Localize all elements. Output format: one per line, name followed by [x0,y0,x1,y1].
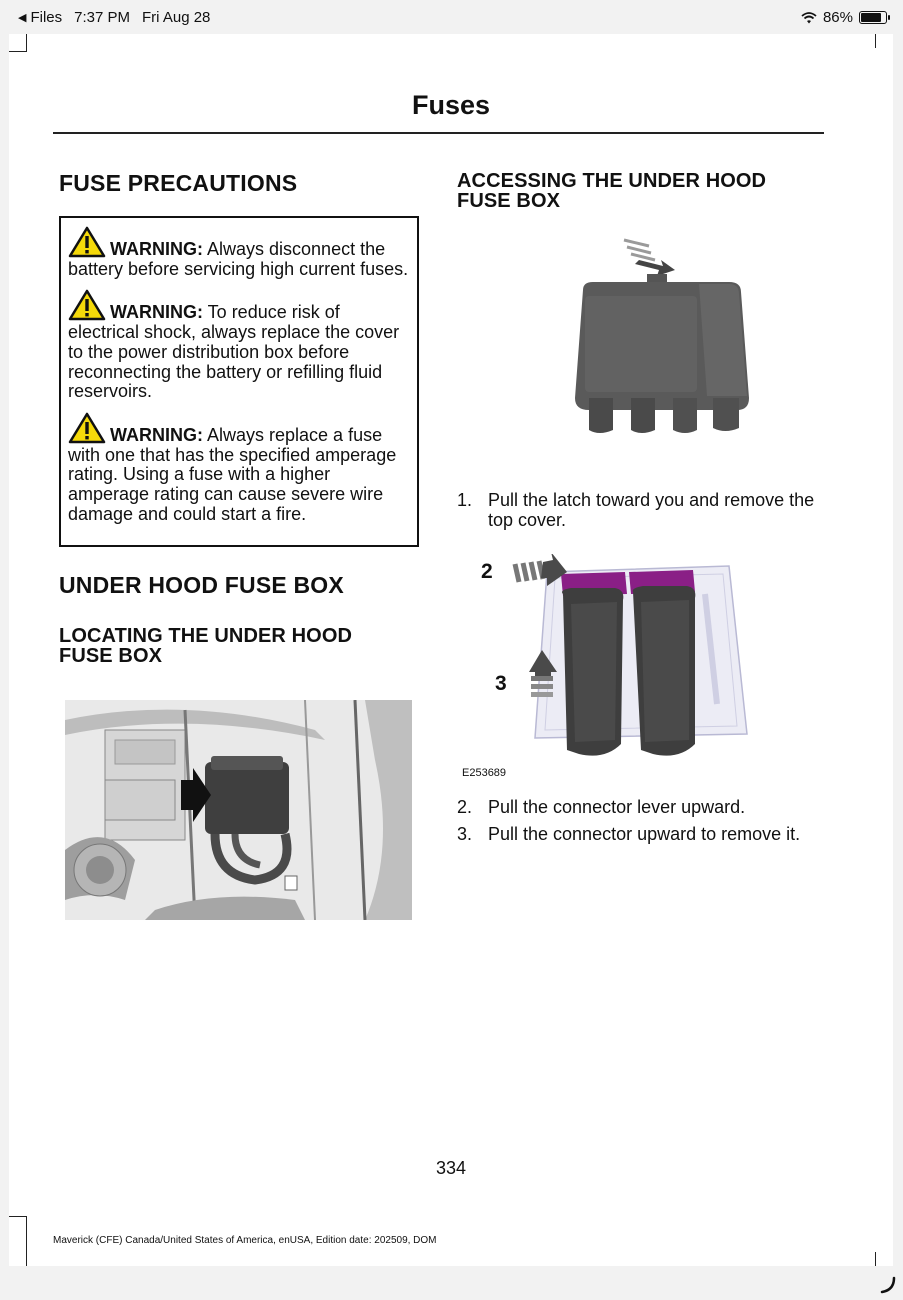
fuse-box-connector-illustration [505,554,755,764]
crop-mark [875,34,876,48]
warning-text: Always replace a fuse with one that has the specified amperage rating. Using a fuse with a higher amperage rating can cause severe wire damage and could start a fire. [68,424,397,524]
warning-item [68,289,410,402]
page-number: 334 [435,1158,467,1178]
callout-2: 2 [481,560,493,583]
page-footer: Maverick (CFE) Canada/United States of America, enUSA, Edition date: 202509, DOM [53,1235,437,1246]
warning-label: WARNING: [110,239,203,259]
heading-fuse-precautions: FUSE PRECAUTIONS [59,170,298,196]
step-3 [457,824,818,844]
warning-label: WARNING: [110,424,203,445]
step-2 [457,797,818,817]
back-app-label: Files [30,9,63,26]
warning-text: Always disconnect the battery before servicing high current fuses. [68,239,409,279]
warning-item [68,412,410,525]
crop-mark [9,1216,27,1217]
step-number: 1. [457,490,473,510]
back-arrow-icon: ◀ [18,12,27,24]
crop-mark [26,1216,27,1266]
status-time: 7:37 PM [74,9,131,26]
status-date: Fri Aug 28 [142,9,211,26]
page-title: Fuses [411,90,491,120]
warning-label: WARNING: [110,302,203,323]
step-text: Pull the connector upward to remove it. [488,824,801,844]
crop-mark [875,1252,876,1266]
warning-triangle-icon [68,226,106,258]
warning-triangle-icon [68,289,106,321]
step-number: 2. [457,797,473,817]
warning-item [68,226,410,279]
crop-mark [26,34,27,52]
figure-code: E253689 [462,767,507,779]
callout-3: 3 [495,672,507,695]
title-divider [53,132,824,134]
heading-under-hood-fuse-box: UNDER HOOD FUSE BOX [59,572,344,598]
heading-locating-fuse-box: LOCATING THE UNDER HOOD FUSE BOX [59,625,353,667]
engine-bay-illustration [65,700,412,920]
warning-triangle-icon [68,412,106,444]
warning-text: To reduce risk of electrical shock, always replace the cover to the power distribution box before reconnecting the battery or refilling fluid reservoirs. [68,302,400,402]
warning-box [59,216,419,547]
scroll-indicator [878,1276,898,1296]
wifi-icon [801,12,817,24]
heading-accessing-fuse-box: ACCESSING THE UNDER HOOD FUSE BOX [457,170,767,212]
step-text: Pull the latch toward you and remove the top cover. [488,490,815,530]
crop-mark [9,51,27,52]
step-number: 3. [457,824,473,844]
pdf-page[interactable] [9,34,893,1266]
fuse-box-cover-illustration [569,238,753,438]
step-1 [457,490,818,530]
step-text: Pull the connector lever upward. [488,797,746,817]
battery-percent: 86% [822,9,853,26]
status-bar [0,0,903,34]
battery-icon [859,11,887,24]
back-to-files-link[interactable] [18,9,62,26]
